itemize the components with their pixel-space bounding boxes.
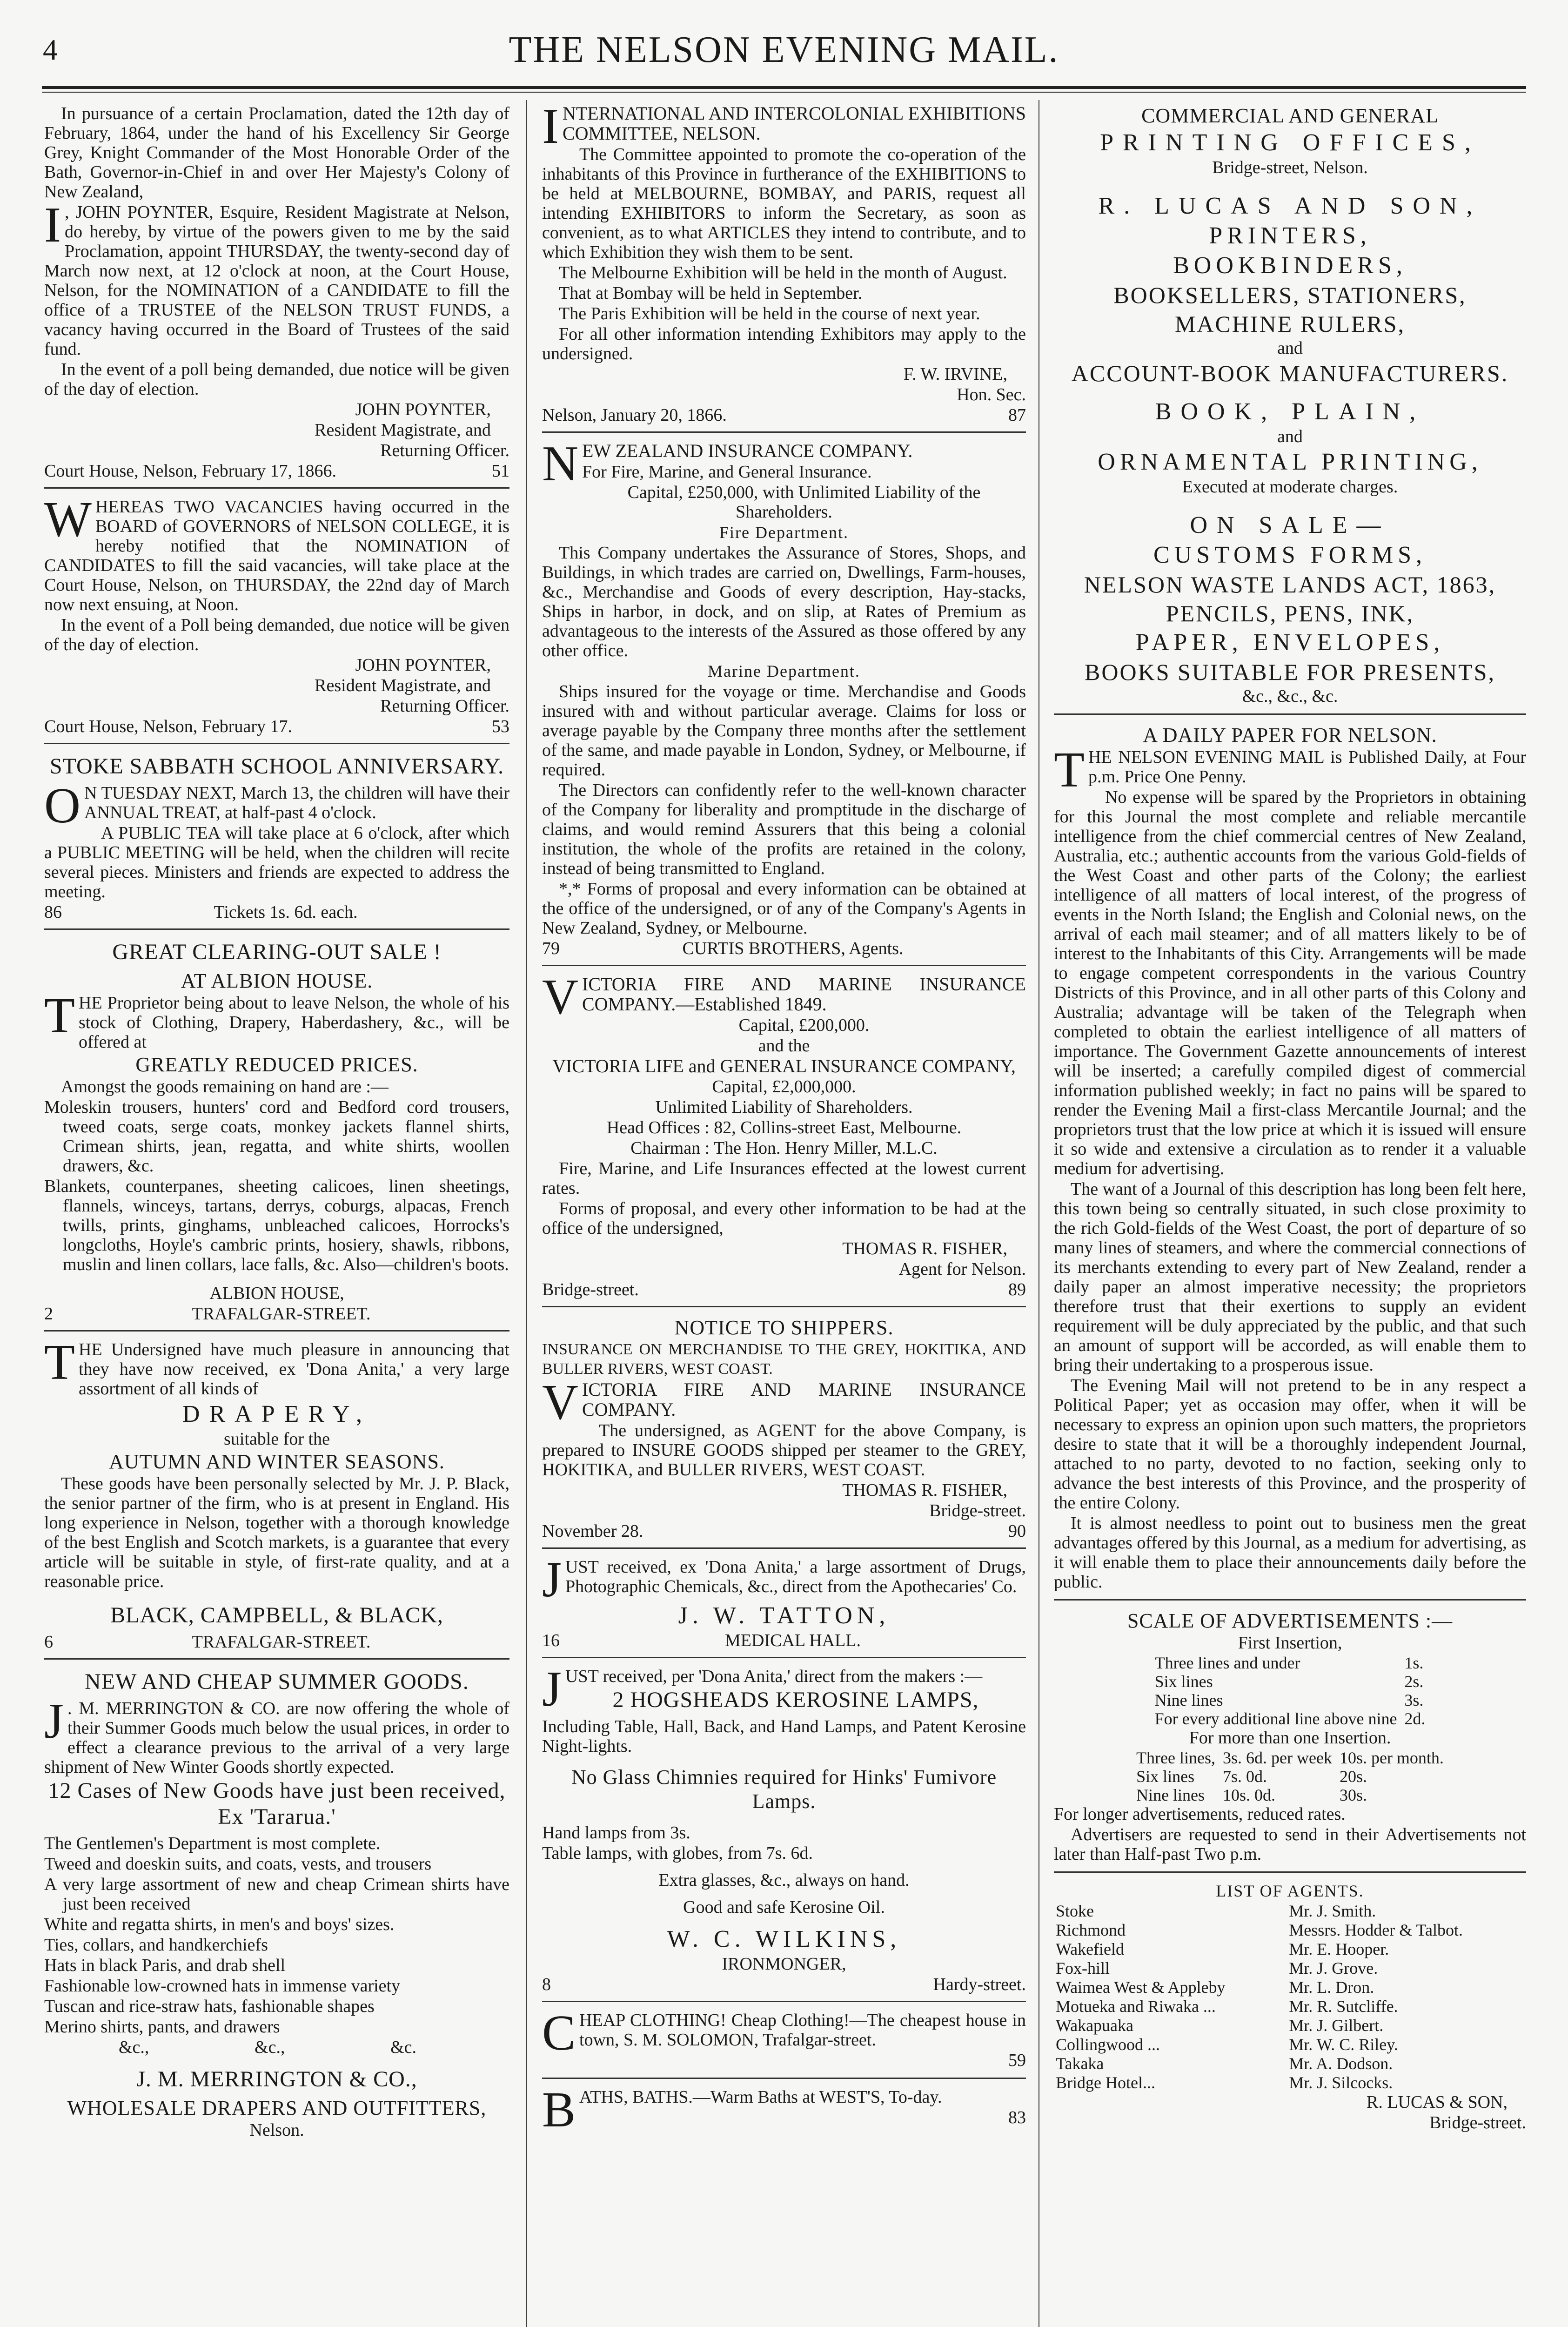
ad-number: 79 bbox=[542, 939, 560, 958]
ad-text: The Melbourne Exhibition will be held in the month of August. bbox=[559, 263, 1007, 282]
table-row bbox=[1054, 2054, 1526, 2073]
agent-place: Richmond bbox=[1056, 1921, 1126, 1939]
rate-label: Three lines and under bbox=[1154, 1654, 1300, 1672]
ad-text: Unlimited Liability of Shareholders. bbox=[655, 1097, 913, 1117]
scale-of-advertisements bbox=[1054, 1605, 1526, 1873]
ad-heading: COMMERCIAL AND GENERAL bbox=[1141, 104, 1439, 127]
ad-text: ATHS, BATHS.—Warm Baths at WEST'S, To-day. bbox=[579, 2087, 942, 2107]
ad-subheading: No Glass Chimnies required for Hinks' Fumivore Lamps. bbox=[571, 1766, 997, 1813]
ad-text: suitable for the bbox=[224, 1429, 330, 1449]
signature-title: Agent for Nelson. bbox=[898, 1259, 1026, 1279]
ad-heading: STOKE SABBATH SCHOOL ANNIVERSARY. bbox=[49, 754, 504, 779]
proclamation-ad bbox=[44, 100, 509, 489]
list-item: A very large assortment of new and cheap Crimean shirts have just been received bbox=[44, 1875, 509, 1914]
ad-text: , JOHN POYNTER, Esquire, Resident Magistrate at Nelson, do hereby, by virtue of the powers given to me by the said Proclamation, appoint THURSDAY, the twenty-second day of March now next, at 12 o'clock at noon, at the Court House, Nelson, for the NOMINATION of a CANDIDATE to fill the office of a TRUSTEE of the NELSON TRUST FUNDS, a vacancy having occurred in the Board of Trustees of the said fund. bbox=[44, 202, 509, 359]
ad-text: In the event of a poll being demanded, due notice will be given of the day of election. bbox=[44, 360, 509, 399]
nz-insurance-ad bbox=[542, 437, 1026, 966]
ad-text: The Directors can confidently refer to the well-known character of the Company for liberality and promptitude in the discharge of claims, and would remind Assurers that this being a colonial institution, the whole of the profits are retained in the colony, instead of being transmitted to England. bbox=[542, 780, 1026, 878]
ad-number: 83 bbox=[1008, 2108, 1026, 2127]
ad-text: Extra glasses, &c., always on hand. bbox=[658, 1870, 910, 1890]
signature-street: Hardy-street. bbox=[933, 1975, 1026, 1994]
ad-text: Amongst the goods remaining on hand are :— bbox=[61, 1077, 389, 1096]
signature: THOMAS R. FISHER, bbox=[842, 1239, 1007, 1258]
ad-heading: LIST OF AGENTS. bbox=[1216, 1882, 1364, 1900]
ad-text: HE NELSON EVENING MAIL is Published Daily, at Four p.m. Price One Penny. bbox=[1088, 747, 1526, 787]
ad-text: This Company undertakes the Assurance of Stores, Shops, and Buildings, in which trades are carried on, Dwellings, Farm-houses, &c., Merchandise and Goods of every description, Hay-stacks, Ships in harbor, in dock, and on slip, at Rates of Premium as advantageous to the interests of the Assured as those offered by any other office. bbox=[542, 543, 1026, 660]
ad-text: In pursuance of a certain Proclamation, dated the 12th day of February, 1864, under the hand of his Excellency Sir George Grey, Knight Commander of the Most Honorable Order of the Bath, Governor-in-Chief in and over Her Majesty's Colony of New Zealand, bbox=[44, 104, 509, 202]
ad-text: The undersigned, as AGENT for the above Company, is prepared to INSURE GOODS shipped per steamer to the GREY, HOKITIKA, and BULLER RIVERS, WEST COAST. bbox=[542, 1421, 1026, 1480]
ad-firm: W. C. WILKINS, bbox=[667, 1926, 901, 1952]
ad-text: For longer advertisements, reduced rates. bbox=[1054, 1804, 1346, 1824]
ad-number: 90 bbox=[1008, 1521, 1026, 1541]
agent-name: Mr. J. Grove. bbox=[1289, 1959, 1378, 1977]
agent-place: Collingwood ... bbox=[1056, 2035, 1160, 2054]
ad-text: and bbox=[1277, 338, 1303, 358]
rate-cell: 10s. per month. bbox=[1339, 1749, 1444, 1767]
agent-name: Mr. R. Sutcliffe. bbox=[1289, 1997, 1398, 2016]
ad-firm-line: BOOKBINDERS, bbox=[1173, 252, 1407, 279]
ad-text: Capital, £250,000, with Unlimited Liability of the Shareholders. bbox=[627, 483, 981, 522]
exhibition-ad bbox=[542, 100, 1026, 433]
ad-place: Nelson. bbox=[249, 2120, 304, 2140]
rate-cell: Six lines bbox=[1136, 1767, 1195, 1786]
column-3 bbox=[1054, 100, 1526, 2327]
rate-label: Nine lines bbox=[1154, 1691, 1223, 1709]
ad-number: 51 bbox=[492, 461, 509, 481]
ad-text: In the event of a Poll being demanded, due notice will be given of the day of election. bbox=[44, 615, 509, 654]
ad-heading: ICTORIA FIRE AND MARINE INSURANCE COMPANY.—Established 1849. bbox=[582, 974, 1026, 1015]
ad-text: No expense will be spared by the Proprietors in obtaining for this Journal the most complete and reliable mercantile intelligence from the chief commercial centres of New Zealand, Australia, etc.; authentic accounts from the various Gold-fields of the West Coast and other parts of the Colony; the earliest intelligence of all matters of local interest, of the progress of events in the North Island; the English and Colonial news, on the arrival of each mail steamer; and of all matters likely to be of interest to the Inhabitants of this City. Arrangements will be made to engage competent correspondents in the various Country Districts of this Province, and in all other parts of this Colony and Australia; advantage will be taken of the Telegraph when completed to obtain the earliest intelligence of all matters of importance. The Government Gazette announcements of interest will be inserted; a carefully compiled digest of commercial information published weekly; in fact no pains will be spared to render the Evening Mail a first-class Mercantile Journal; and the proprietors trust that the low price at which it is issued will ensure it so wide and extensive a circulation as to render it a valuable medium for advertising. bbox=[1054, 787, 1526, 1178]
list-item: Tuscan and rice-straw hats, fashionable shapes bbox=[44, 1997, 375, 2016]
table-row bbox=[1151, 1709, 1429, 1728]
agent-place: Motueka and Riwaka ... bbox=[1056, 1997, 1216, 2016]
ad-firm-desc: IRONMONGER, bbox=[722, 1954, 846, 1974]
drop-cap: V bbox=[542, 1375, 578, 1430]
signature-title: Hon. Sec. bbox=[957, 385, 1026, 404]
ad-text: The want of a Journal of this description has long been felt here, this town being so centrally situated, in such close proximity to the rich Gold-fields of the West Coast, the port of departure of so many lines of steamers, and where the commercial connections of its merchants extending to every part of New Zealand, render a daily paper an almost imperative necessity; the proprietors therefore trust that their exertions to supply an evident requirement will be duly appreciated by the public, and that such an amount of support will be accorded, as will enable them to bring their undertaking to a prosperous issue. bbox=[1054, 1179, 1526, 1375]
ad-text: and the bbox=[758, 1036, 810, 1056]
rate-label: For every additional line above nine bbox=[1154, 1709, 1397, 1728]
ad-text: Advertisers are requested to send in their Advertisements not later than Half-past Two p.m. bbox=[1054, 1825, 1526, 1864]
agent-name: Messrs. Hodder & Talbot. bbox=[1289, 1921, 1463, 1939]
table-row bbox=[1054, 2016, 1526, 2035]
ad-footer: Court House, Nelson, February 17, 1866. bbox=[44, 461, 336, 481]
ad-subheading: GREATLY REDUCED PRICES. bbox=[135, 1053, 418, 1076]
ad-text: Head Offices : 82, Collins-street East, Melbourne. bbox=[606, 1118, 962, 1137]
drop-cap: T bbox=[1054, 742, 1085, 798]
drop-cap: B bbox=[542, 2082, 576, 2138]
signature: F. W. IRVINE, bbox=[904, 364, 1007, 384]
ad-subheading: Fire Department. bbox=[719, 523, 849, 542]
agent-name: Mr. J. Smith. bbox=[1289, 1902, 1376, 1920]
ad-footer: November 28. bbox=[542, 1521, 643, 1541]
rate-price: 2s. bbox=[1404, 1672, 1424, 1691]
ad-firm: BLACK, CAMPBELL, & BLACK, bbox=[110, 1603, 443, 1628]
ad-heading: EW ZEALAND INSURANCE COMPANY. bbox=[582, 440, 913, 461]
ad-text: Chairman : The Hon. Henry Miller, M.L.C. bbox=[630, 1138, 938, 1158]
ad-subheading: INSURANCE ON MERCHANDISE TO THE GREY, HOKITIKA, AND BULLER RIVERS, WEST COAST. bbox=[542, 1341, 1026, 1378]
ad-number: 16 bbox=[542, 1631, 560, 1650]
rates-table bbox=[1151, 1654, 1429, 1728]
drop-cap: T bbox=[44, 1335, 75, 1390]
signature-street: Bridge-street. bbox=[1429, 2113, 1526, 2132]
table-row bbox=[1054, 1940, 1526, 1959]
masthead-rule bbox=[42, 86, 1526, 89]
ad-text: Forms of proposal, and every other information to be had at the office of the undersigned, bbox=[542, 1199, 1026, 1238]
ad-text: A PUBLIC TEA will take place at 6 o'clock, after which a PUBLIC MEETING will be held, when the children will recite several pieces. Ministers and friends are expected to address the meeting. bbox=[44, 823, 509, 901]
signature: R. LUCAS & SON, bbox=[1367, 2092, 1508, 2112]
ad-text: For Fire, Marine, and General Insurance. bbox=[582, 462, 872, 482]
signature-title: Bridge-street. bbox=[929, 1501, 1026, 1520]
ad-heading: NOTICE TO SHIPPERS. bbox=[674, 1316, 894, 1339]
column-divider bbox=[526, 100, 527, 2327]
list-item: Hats in black Paris, and drab shell bbox=[44, 1956, 286, 1975]
agent-name: Mr. E. Hooper. bbox=[1289, 1940, 1389, 1958]
ad-heading: VICTORIA LIFE and GENERAL INSURANCE COMPANY, bbox=[552, 1056, 1016, 1076]
ad-text: HEAP CLOTHING! Cheap Clothing!—The cheapest house in town, S. M. SOLOMON, Trafalgar-street. bbox=[579, 2011, 1026, 2050]
agent-name: Mr. A. Dodson. bbox=[1289, 2054, 1393, 2073]
ad-text: These goods have been personally selected by Mr. J. P. Black, the senior partner of the firm, who is at present in England. His long experience in Nelson, together with a thorough knowledge of the best English and Scotch markets, is a guarantee that every article will be suitable in style, of first-rate quality, and at a reasonable price. bbox=[44, 1474, 509, 1591]
ad-text: It is almost needless to point out to business men the great advantages offered by this Journal, as a medium for advertising, as it will enable them to place their announcements daily before the public. bbox=[1054, 1513, 1526, 1592]
ad-firm: R. LUCAS AND SON, bbox=[1098, 193, 1482, 219]
table-row bbox=[1132, 1749, 1447, 1767]
rate-cell: 20s. bbox=[1339, 1767, 1367, 1786]
ad-heading: 2 HOGSHEADS KEROSINE LAMPS, bbox=[612, 1688, 979, 1712]
lucas-ad bbox=[1054, 100, 1526, 715]
table-row bbox=[1151, 1654, 1429, 1672]
ad-firm-line: BOOKSELLERS, STATIONERS, bbox=[1113, 282, 1467, 308]
list-item: White and regatta shirts, in men's and boys' sizes. bbox=[44, 1915, 395, 1934]
list-item: Fashionable low-crowned hats in immense variety bbox=[44, 1976, 401, 1996]
ad-heading: ON SALE— bbox=[1190, 512, 1390, 538]
sale-item: PAPER, ENVELOPES, bbox=[1135, 629, 1445, 656]
rate-label: Six lines bbox=[1154, 1672, 1213, 1691]
drop-cap: J bbox=[542, 1661, 562, 1717]
ad-place: Bridge-street, Nelson. bbox=[1212, 158, 1368, 177]
ad-text: That at Bombay will be held in September. bbox=[559, 283, 863, 303]
table-row bbox=[1054, 1978, 1526, 1997]
drop-cap: J bbox=[44, 1694, 64, 1749]
ad-footer: Court House, Nelson, February 17. bbox=[44, 717, 292, 736]
ad-number: 2 bbox=[44, 1304, 53, 1324]
ad-place: MEDICAL HALL. bbox=[725, 1631, 861, 1650]
ad-number: 86 bbox=[44, 902, 62, 922]
ad-number: 59 bbox=[1008, 2051, 1026, 2070]
page-number: 4 bbox=[43, 33, 58, 66]
ad-firm-line: MACHINE RULERS, bbox=[1174, 311, 1406, 337]
rate-cell: 7s. 0d. bbox=[1223, 1767, 1267, 1786]
ad-heading: GREAT CLEARING-OUT SALE ! bbox=[112, 940, 442, 964]
ad-text: Moleskin trousers, hunters' cord and Bedford cord trousers, tweed coats, serge coats, monkey jackets flannel shirts, Crimean shirts, jean, regatta, and white shirts, woollen drawers, &c. bbox=[44, 1097, 509, 1176]
ad-footer: Bridge-street. bbox=[542, 1280, 639, 1299]
ad-text: The Evening Mail will not pretend to be in any respect a Political Paper; yet as occasion may offer, when it will be necessary to express an opinion upon such matters, the proprietors desire to state that it will be a thoroughly independent Journal, attached to no party, devoted to no faction, seeking only to advance the best interests of this Province, and the prosperity of the entire Colony. bbox=[1054, 1376, 1526, 1513]
ad-text: and bbox=[1277, 427, 1303, 446]
drop-cap: V bbox=[542, 969, 578, 1025]
rate-cell: Nine lines bbox=[1136, 1786, 1205, 1804]
ad-number: 89 bbox=[1008, 1280, 1026, 1299]
ad-text: HE Undersigned have much pleasure in announcing that they have now received, ex 'Dona Anita,' a very large assortment of all kinds of bbox=[78, 1340, 509, 1399]
sale-item: PENCILS, PENS, INK, bbox=[1166, 600, 1414, 626]
ad-text: For all other information intending Exhibitors may apply to the undersigned. bbox=[542, 324, 1026, 363]
etc: &c. bbox=[390, 2038, 416, 2057]
ad-text: Capital, £2,000,000. bbox=[712, 1077, 856, 1096]
rate-cell: 10s. 0d. bbox=[1223, 1786, 1276, 1804]
agent-name: Mr. L. Dron. bbox=[1289, 1978, 1374, 1997]
ad-firm: J. M. MERRINGTON & CO., bbox=[136, 2067, 417, 2092]
signature-title: Resident Magistrate, and bbox=[315, 420, 491, 440]
column-2 bbox=[542, 100, 1026, 2327]
ad-subheading: AT ALBION HOUSE. bbox=[181, 969, 373, 992]
ad-text: Executed at moderate charges. bbox=[1182, 477, 1398, 497]
ad-text: Blankets, counterpanes, sheeting calicoes, linen sheetings, flannels, winceys, tartans, derrys, coburgs, alpacas, French twills, prints, ginghams, unbleached calicoes, Horrocks's longcloths, Hoyle's cambric prints, hosiery, shawls, ribbons, muslin and linen collars, lace falls, &c. Also—children's boots. bbox=[44, 1177, 509, 1274]
agent-place: Fox-hill bbox=[1056, 1959, 1110, 1977]
ad-text: Table lamps, with globes, from 7s. 6d. bbox=[542, 1843, 813, 1863]
ad-text: HEREAS TWO VACANCIES having occurred in the BOARD of GOVERNORS of NELSON COLLEGE, it is hereby notified that the NOMINATION of CANDIDATES to fill the said vacancies, will take place at the Court House, Nelson, on THURSDAY, the 22nd day of March now next ensuing, at Noon. bbox=[44, 497, 509, 614]
agents-table bbox=[1054, 1902, 1526, 2092]
ad-footer: Nelson, January 20, 1866. bbox=[542, 405, 727, 425]
table-row bbox=[1151, 1672, 1429, 1691]
daily-paper-ad bbox=[1054, 720, 1526, 1601]
ad-subheading: For more than one Insertion. bbox=[1189, 1728, 1391, 1748]
drop-cap: O bbox=[44, 778, 80, 834]
list-item: Tweed and doeskin suits, and coats, vests, and trousers bbox=[44, 1854, 432, 1874]
ad-text: Ships insured for the voyage or time. Merchandise and Goods insured with and without particular average. Claims for loss or average payable by the Company three months after the settlement of the same, and made payable in London, Sydney, or Melbourne, if required. bbox=[542, 682, 1026, 780]
albion-ad bbox=[44, 935, 509, 1332]
ad-number: 8 bbox=[542, 1975, 551, 1994]
ad-heading: BOOK, PLAIN, bbox=[1155, 398, 1425, 425]
agents-list bbox=[1054, 1877, 1526, 2140]
ad-number: 6 bbox=[44, 1632, 53, 1652]
signature-title: Returning Officer. bbox=[380, 441, 509, 460]
list-item: Ties, collars, and handkerchiefs bbox=[44, 1935, 268, 1955]
stoke-ad bbox=[44, 749, 509, 930]
signature-title: Returning Officer. bbox=[380, 696, 509, 716]
table-row bbox=[1054, 2073, 1526, 2092]
ad-firm-desc: WHOLESALE DRAPERS AND OUTFITTERS, bbox=[67, 2097, 487, 2119]
ad-text: Good and safe Kerosine Oil. bbox=[683, 1897, 885, 1917]
ad-number: 53 bbox=[492, 717, 509, 736]
etc: &c., bbox=[119, 2038, 149, 2057]
table-row bbox=[1054, 2035, 1526, 2054]
agent-name: Mr. J. Gilbert. bbox=[1289, 2016, 1384, 2035]
signature-street: TRAFALGAR-STREET. bbox=[192, 1632, 371, 1652]
ad-heading: NTERNATIONAL AND INTERCOLONIAL EXHIBITIONS COMMITTEE, NELSON. bbox=[562, 103, 1026, 144]
signature: ALBION HOUSE, bbox=[209, 1284, 344, 1303]
bcb-ad bbox=[44, 1336, 509, 1660]
ad-text: UST received, ex 'Dona Anita,' a large assortment of Drugs, Photographic Chemicals, &c., direct from the Apothecaries' Co. bbox=[565, 1557, 1026, 1596]
ad-text: The Paris Exhibition will be held in the course of next year. bbox=[559, 304, 980, 323]
merrington-ad bbox=[44, 1664, 509, 2147]
shippers-ad bbox=[542, 1312, 1026, 1549]
ad-number: 87 bbox=[1008, 405, 1026, 425]
ad-heading: ORNAMENTAL PRINTING, bbox=[1098, 449, 1482, 475]
drop-cap: I bbox=[44, 197, 61, 253]
sale-item: CUSTOMS FORMS, bbox=[1153, 542, 1427, 568]
agent-place: Bridge Hotel... bbox=[1056, 2073, 1155, 2092]
table-row bbox=[1132, 1786, 1447, 1804]
agent-name: Mr. J. Silcocks. bbox=[1289, 2073, 1393, 2092]
agent-place: Stoke bbox=[1056, 1902, 1094, 1920]
ad-text: N TUESDAY NEXT, March 13, the children will have their ANNUAL TREAT, at half-past 4 o'clock. bbox=[84, 783, 509, 822]
signature: THOMAS R. FISHER, bbox=[842, 1480, 1007, 1500]
masthead-rule-thin bbox=[42, 92, 1526, 93]
ad-heading: ICTORIA FIRE AND MARINE INSURANCE COMPANY. bbox=[582, 1379, 1026, 1420]
signature-street: TRAFALGAR-STREET. bbox=[192, 1304, 371, 1324]
ad-subheading: Marine Department. bbox=[708, 662, 860, 680]
sale-item: BOOKS SUITABLE FOR PRESENTS, bbox=[1085, 659, 1495, 685]
rate-price: 3s. bbox=[1404, 1691, 1424, 1709]
drop-cap: T bbox=[44, 988, 75, 1043]
table-row bbox=[1054, 1902, 1526, 1921]
ad-text: Hand lamps from 3s. bbox=[542, 1823, 690, 1843]
victoria-insurance-ad bbox=[542, 971, 1026, 1307]
signature: JOHN POYNTER, bbox=[355, 655, 491, 675]
ad-subheading: 12 Cases of New Goods have just been received, Ex 'Tararua.' bbox=[48, 1778, 506, 1829]
solomon-ad bbox=[542, 2007, 1026, 2079]
college-ad bbox=[44, 493, 509, 744]
table-row bbox=[1132, 1767, 1447, 1786]
rate-price: 1s. bbox=[1404, 1654, 1424, 1672]
ad-tickets: Tickets 1s. 6d. each. bbox=[214, 902, 358, 922]
sale-item: &c., &c., &c. bbox=[1242, 686, 1338, 706]
etc: &c., bbox=[255, 2038, 285, 2057]
drop-cap: N bbox=[542, 436, 578, 491]
rate-cell: 3s. 6d. per week bbox=[1223, 1749, 1332, 1767]
ad-text: Including Table, Hall, Back, and Hand Lamps, and Patent Kerosine Night-lights. bbox=[542, 1717, 1026, 1756]
rate-cell: 30s. bbox=[1339, 1786, 1367, 1804]
table-row bbox=[1151, 1691, 1429, 1709]
ad-text: Capital, £200,000. bbox=[738, 1016, 870, 1035]
ad-firm: J. W. TATTON, bbox=[678, 1602, 890, 1629]
ad-text: UST received, per 'Dona Anita,' direct from the makers :— bbox=[565, 1667, 983, 1686]
agent-place: Wakapuaka bbox=[1056, 2016, 1134, 2035]
table-row bbox=[1054, 1959, 1526, 1978]
agent-place: Wakefield bbox=[1056, 1940, 1125, 1958]
baths-ad bbox=[542, 2082, 1026, 2138]
drop-cap: J bbox=[542, 1552, 562, 1607]
signature: JOHN POYNTER, bbox=[355, 400, 491, 419]
table-row bbox=[1054, 1997, 1526, 2016]
signature: CURTIS BROTHERS, Agents. bbox=[682, 939, 904, 958]
ad-heading: PRINTING OFFICES, bbox=[1100, 129, 1480, 156]
ad-heading: A DAILY PAPER FOR NELSON. bbox=[1143, 724, 1437, 747]
sale-item: NELSON WASTE LANDS ACT, 1863, bbox=[1084, 572, 1496, 598]
ad-text: HE Proprietor being about to leave Nelson, the whole of his stock of Clothing, Drapery, Haberdashery, &c., will be offered at bbox=[78, 993, 509, 1052]
agent-place: Waimea West & Appleby bbox=[1056, 1978, 1226, 1997]
rates-table-multi bbox=[1132, 1749, 1447, 1804]
masthead: THE NELSON EVENING MAIL. bbox=[509, 29, 1059, 70]
ad-text: Fire, Marine, and Life Insurances effected at the lowest current rates. bbox=[542, 1159, 1026, 1198]
rate-price: 2d. bbox=[1404, 1709, 1426, 1728]
ad-heading: SCALE OF ADVERTISEMENTS :— bbox=[1127, 1609, 1453, 1632]
ad-text: . M. MERRINGTON & CO. are now offering the whole of their Summer Goods much below the usual prices, in order to effect a clearance previous to the arrival of a very large shipment of New Winter Goods shortly expected. bbox=[44, 1699, 509, 1777]
ad-firm-line: PRINTERS, bbox=[1209, 222, 1371, 249]
ad-text: The Committee appointed to promote the co-operation of the inhabitants of this Province in furtherance of the EXHIBITIONS to be held at MELBOURNE, BOMBAY, and PARIS, request all intending EXHIBITORS to inform the Secretary, as soon as convenient, as to what ARTICLES they intend to contribute, and to which Exhibition they wish them to be sent. bbox=[542, 145, 1026, 262]
wilkins-ad bbox=[542, 1663, 1026, 2002]
signature-title: Resident Magistrate, and bbox=[315, 676, 491, 695]
rate-cell: Three lines, bbox=[1136, 1749, 1215, 1767]
ad-text: *,* Forms of proposal and every information can be obtained at the office of the undersigned, or of any of the Company's Agents in New Zealand, Sydney, or Melbourne. bbox=[542, 879, 1026, 938]
ad-subheading: AUTUMN AND WINTER SEASONS. bbox=[109, 1450, 445, 1473]
ad-heading: DRAPERY, bbox=[182, 1401, 372, 1427]
agent-name: Mr. W. C. Riley. bbox=[1289, 2035, 1398, 2054]
ad-subheading: First Insertion, bbox=[1238, 1633, 1342, 1653]
agent-place: Takaka bbox=[1056, 2054, 1104, 2073]
list-item: Merino shirts, pants, and drawers bbox=[44, 2017, 280, 2037]
ad-heading: NEW AND CHEAP SUMMER GOODS. bbox=[85, 1669, 469, 1694]
drop-cap: C bbox=[542, 2005, 576, 2061]
table-row bbox=[1054, 1921, 1526, 1940]
column-1 bbox=[44, 100, 509, 2327]
list-item: The Gentlemen's Department is most complete. bbox=[44, 1834, 381, 1853]
drop-cap: W bbox=[44, 492, 92, 547]
ad-firm-line: ACCOUNT-BOOK MANUFACTURERS. bbox=[1071, 360, 1509, 386]
tatton-ad bbox=[542, 1554, 1026, 1658]
drop-cap: I bbox=[542, 100, 559, 154]
